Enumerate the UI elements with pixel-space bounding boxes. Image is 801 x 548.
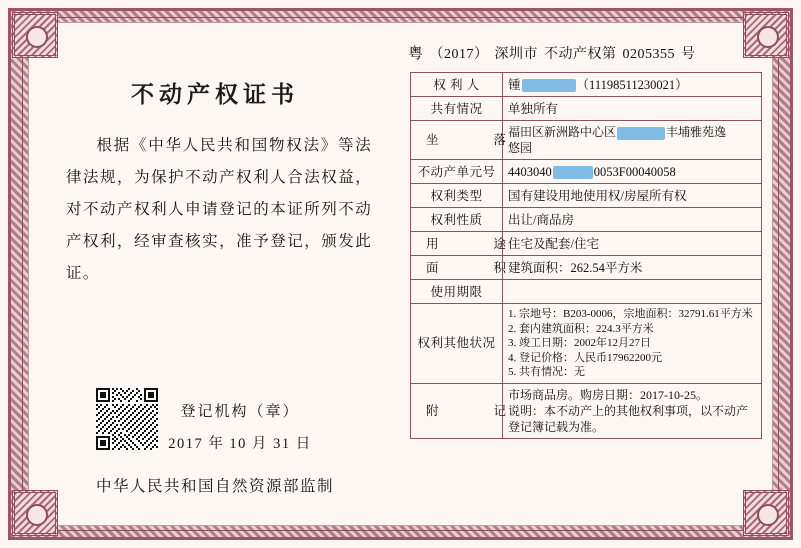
other-conditions-list [508,307,756,380]
supervisor-line: 中华人民共和国自然资源部监制 [95,478,334,495]
row-label-other-conditions: 权利其他状况 [411,304,503,384]
row-value-coownership: 单独所有 [503,97,762,121]
row-value-other-conditions [503,304,762,384]
row-label-location: 坐 落 [411,121,503,160]
location-part-3: 悠园 [508,141,533,155]
table-row-location [411,121,762,160]
certificate-body-text [66,130,372,290]
right-panel [408,24,771,524]
table-row-area [411,256,762,280]
redaction-mark [617,127,665,140]
unit-number-part-2: 0053F00040058 [593,164,676,179]
cert-number-value: 0205355 [622,47,676,62]
list-item: 1. 宗地号：B203-0006，宗地面积：32791.61平方米 [508,308,753,320]
row-value-location [503,121,762,160]
row-value-usage: 住宅及配套/住宅 [503,232,762,256]
list-item: 5. 共有情况：无 [508,366,585,378]
table-row-right-nature [411,208,762,232]
property-info-table [410,72,762,439]
certificate-title: 不动产权证书 [131,82,299,107]
row-value-term [503,280,762,304]
owner-id-number: 11198511230021） [589,77,688,92]
province-code: 粤 [408,46,424,62]
table-row-usage [411,232,762,256]
owner-surname: 锺 [508,77,521,92]
row-label-remarks: 附 记 [411,383,503,438]
list-item: 3. 竣工日期：2002年12月27日 [508,337,651,349]
row-label-usage: 用 途 [411,232,503,256]
row-label-owner: 权 利 人 [411,73,503,97]
row-value-remarks [503,383,762,438]
left-panel [30,24,400,524]
issue-date: 2017 年 10 月 31 日 [168,436,312,452]
table-row-right-type [411,184,762,208]
table-row-coownership [411,97,762,121]
row-value-owner [503,73,762,97]
unit-number-part-1: 4403040 [508,164,552,179]
remarks-line-1: 市场商品房。购房日期：2017-10-25。 [508,387,708,402]
row-label-unit-number: 不动产单元号 [411,160,503,184]
row-value-right-nature: 出让/商品房 [503,208,762,232]
list-item: 2. 套内建筑面积：224.3平方米 [508,322,654,335]
registry-org-label: 登记机构（章） [180,404,300,420]
redaction-mark [522,79,576,92]
remarks-line-2: 说明：本不动产上的其他权利事项，以不动产登记簿记载为准。 [508,403,749,434]
row-label-right-nature: 权利性质 [411,208,503,232]
table-row-owner [411,73,762,97]
row-label-area: 面 积 [411,256,503,280]
location-part-2: 丰埔雅苑逸 [666,125,727,139]
certificate-header [408,42,771,63]
row-label-coownership: 共有情况 [411,97,503,121]
body-text: 根据《中华人民共和国物权法》等法律法规，为保护不动产权利人合法权益，对不动产权利人申请登记的本证所列不动产权利，经审查核实，准予登记，颁发此证。 [66,137,372,282]
table-row-term [411,280,762,304]
row-label-term: 使用期限 [411,280,503,304]
redaction-mark [553,166,593,179]
cert-number-unit: 号 [681,47,696,62]
row-label-right-type: 权利类型 [411,184,503,208]
table-row-other-conditions [411,304,762,384]
location-part-1: 福田区新洲路中心区 [508,125,617,139]
row-value-unit-number [503,160,762,184]
row-value-right-type: 国有建设用地使用权/房屋所有权 [503,184,762,208]
owner-id-paren: （ [576,77,590,92]
certificate-content [30,24,771,524]
issue-year: （2017） [429,47,489,62]
city-name: 深圳市 [494,47,539,62]
cert-number-label: 不动产权第 [544,47,617,62]
list-item: 4. 登记价格：人民币17962200元 [508,351,662,364]
row-value-area: 建筑面积：262.54平方米 [503,256,762,280]
table-row-remarks [411,383,762,438]
table-row-unit-number [411,160,762,184]
